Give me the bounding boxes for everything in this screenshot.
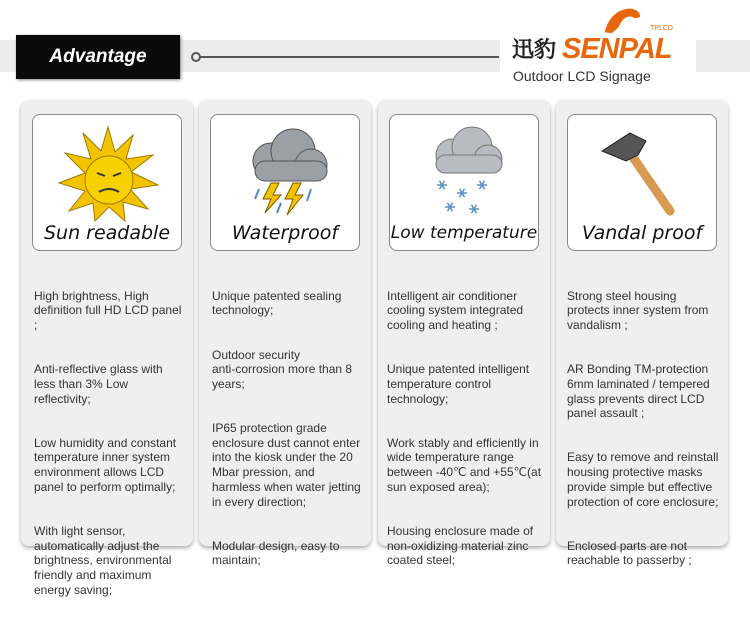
feature-point: Intelligent air conditioner cooling system integrated cooling and heating ;	[387, 288, 524, 333]
feature-point: With light sensor, automatically adjust the brightness, environmental friendly and maximum energy saving;	[34, 523, 172, 597]
feature-point: Low humidity and constant temperature inner system environment allows LCD panel to perform optimally;	[34, 435, 177, 494]
feature-description	[212, 274, 368, 597]
logo-tag: TPLCD	[650, 25, 673, 32]
feature-image	[32, 114, 182, 251]
divider-dot	[191, 52, 201, 62]
feature-point: Easy to remove and reinstall housing protective masks provide simple but effective protection of core enclosure;	[567, 450, 719, 509]
feature-image	[389, 114, 539, 251]
feature-card-vandal-proof	[556, 100, 728, 568]
feature-image	[567, 114, 717, 251]
feature-card-low-temperature	[378, 100, 550, 568]
feature-description	[34, 274, 190, 627]
feature-image	[210, 114, 360, 251]
feature-point: Strong steel housing protects inner system from vandalism ;	[567, 288, 709, 333]
feature-point: Unique patented sealing technology;	[212, 288, 342, 318]
logo-chinese: 迅豹	[512, 37, 557, 62]
feature-point: Work stably and efficiently in wide temperature range between -40℃ and +55℃(at sun exposed area);	[387, 435, 542, 494]
feature-point: AR Bonding TM-protection 6mm laminated / tempered glass prevents direct LCD panel assault ;	[567, 362, 710, 421]
feature-point: Outdoor security anti-corrosion more than 8 years;	[212, 347, 353, 391]
feature-point: Anti-reflective glass with less than 3% Low reflectivity;	[34, 362, 163, 406]
snowflake-icons	[437, 181, 487, 214]
brand-logo	[500, 6, 696, 88]
feature-caption: Waterproof	[231, 222, 339, 244]
divider-line	[197, 56, 499, 58]
feature-caption: Vandal proof	[581, 222, 703, 244]
feature-point: Housing enclosure made of non-oxidizing material zinc coated steel;	[387, 523, 534, 568]
feature-description	[387, 274, 547, 597]
feature-point: IP65 protection grade enclosure dust cannot enter into the kiosk under the 20 Mbar pression, and harmless when water jetting in every direction;	[212, 421, 361, 509]
leopard-logo-icon	[598, 6, 648, 34]
feature-point: Enclosed parts are not reachable to passerby ;	[567, 538, 692, 568]
section-title: Advantage	[16, 35, 180, 79]
logo-brand: SENPAL	[562, 33, 672, 65]
feature-caption: Low temperature	[390, 223, 538, 243]
logo-subtitle: Outdoor LCD Signage	[513, 68, 651, 84]
feature-caption: Sun readable	[43, 222, 171, 244]
feature-card-sun	[21, 100, 193, 597]
feature-point: Unique patented intelligent temperature control technology;	[387, 362, 530, 406]
feature-point: High brightness, High definition full HD LCD panel ;	[34, 288, 182, 333]
feature-point: Modular design, easy to maintain;	[212, 538, 340, 568]
feature-description	[567, 274, 727, 597]
feature-card-waterproof	[199, 100, 371, 568]
